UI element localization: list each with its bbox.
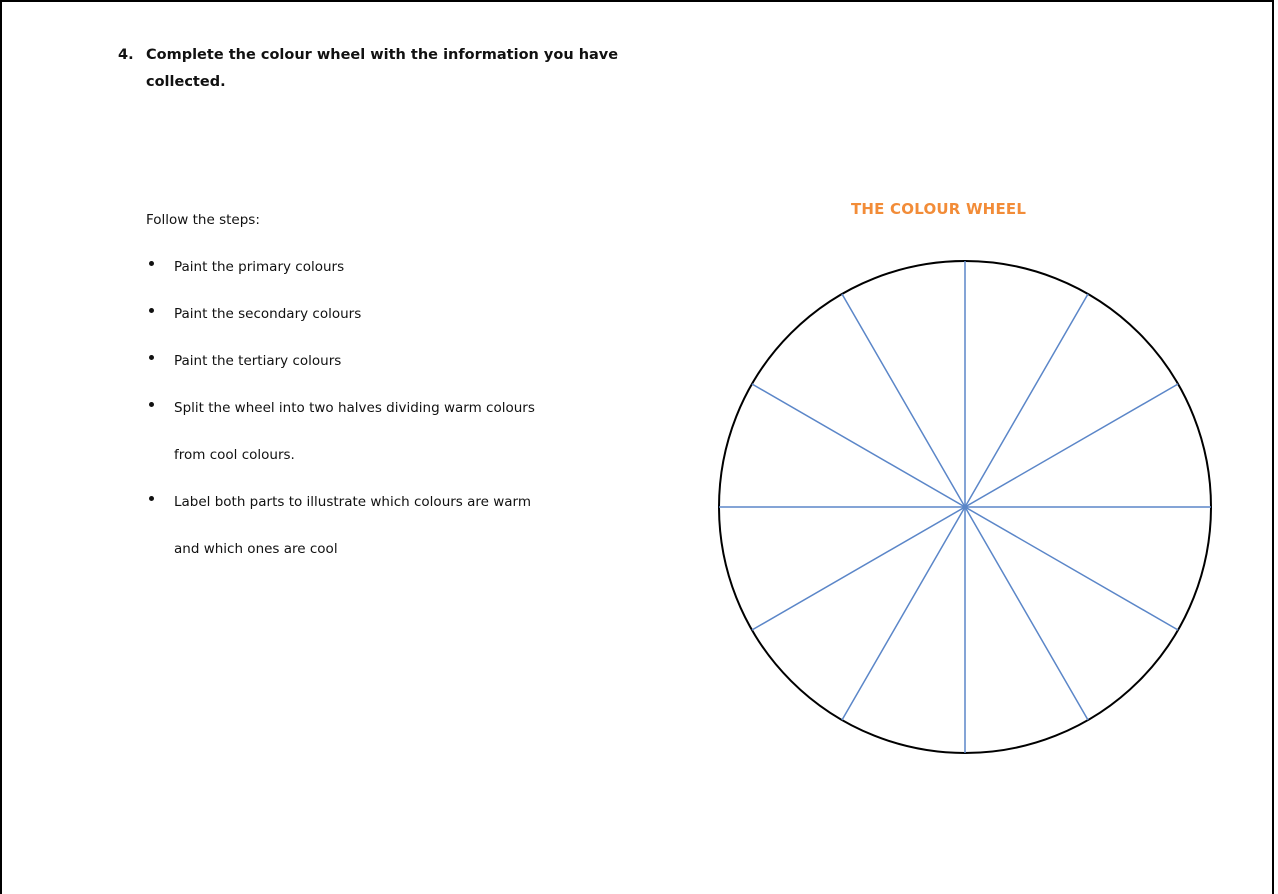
step-item <box>146 349 666 373</box>
step-text-continued: and which ones are cool <box>174 541 338 557</box>
wheel-dividers <box>719 261 1211 753</box>
bullet-icon <box>149 402 154 407</box>
task-number: 4. <box>118 47 134 63</box>
bullet-icon <box>149 355 154 360</box>
step-text-continued: from cool colours. <box>174 447 295 463</box>
bullet-icon <box>149 496 154 501</box>
step-item <box>146 255 666 279</box>
steps-list <box>146 255 666 561</box>
bullet-icon <box>149 308 154 313</box>
step-item <box>146 396 666 467</box>
wheel-title: THE COLOUR WHEEL <box>851 200 1027 218</box>
step-text: Paint the secondary colours <box>174 306 362 322</box>
step-text: Label both parts to illustrate which colours are warm <box>174 494 532 510</box>
step-text: Paint the primary colours <box>174 259 345 275</box>
colour-wheel <box>710 252 1220 762</box>
steps-intro: Follow the steps: <box>146 212 260 228</box>
step-item <box>146 490 666 561</box>
step-text: Paint the tertiary colours <box>174 353 342 369</box>
bullet-icon <box>149 261 154 266</box>
task-text: Complete the colour wheel with the information you have collected. <box>146 47 619 90</box>
step-text: Split the wheel into two halves dividing warm colours <box>174 400 535 416</box>
step-item <box>146 302 666 326</box>
